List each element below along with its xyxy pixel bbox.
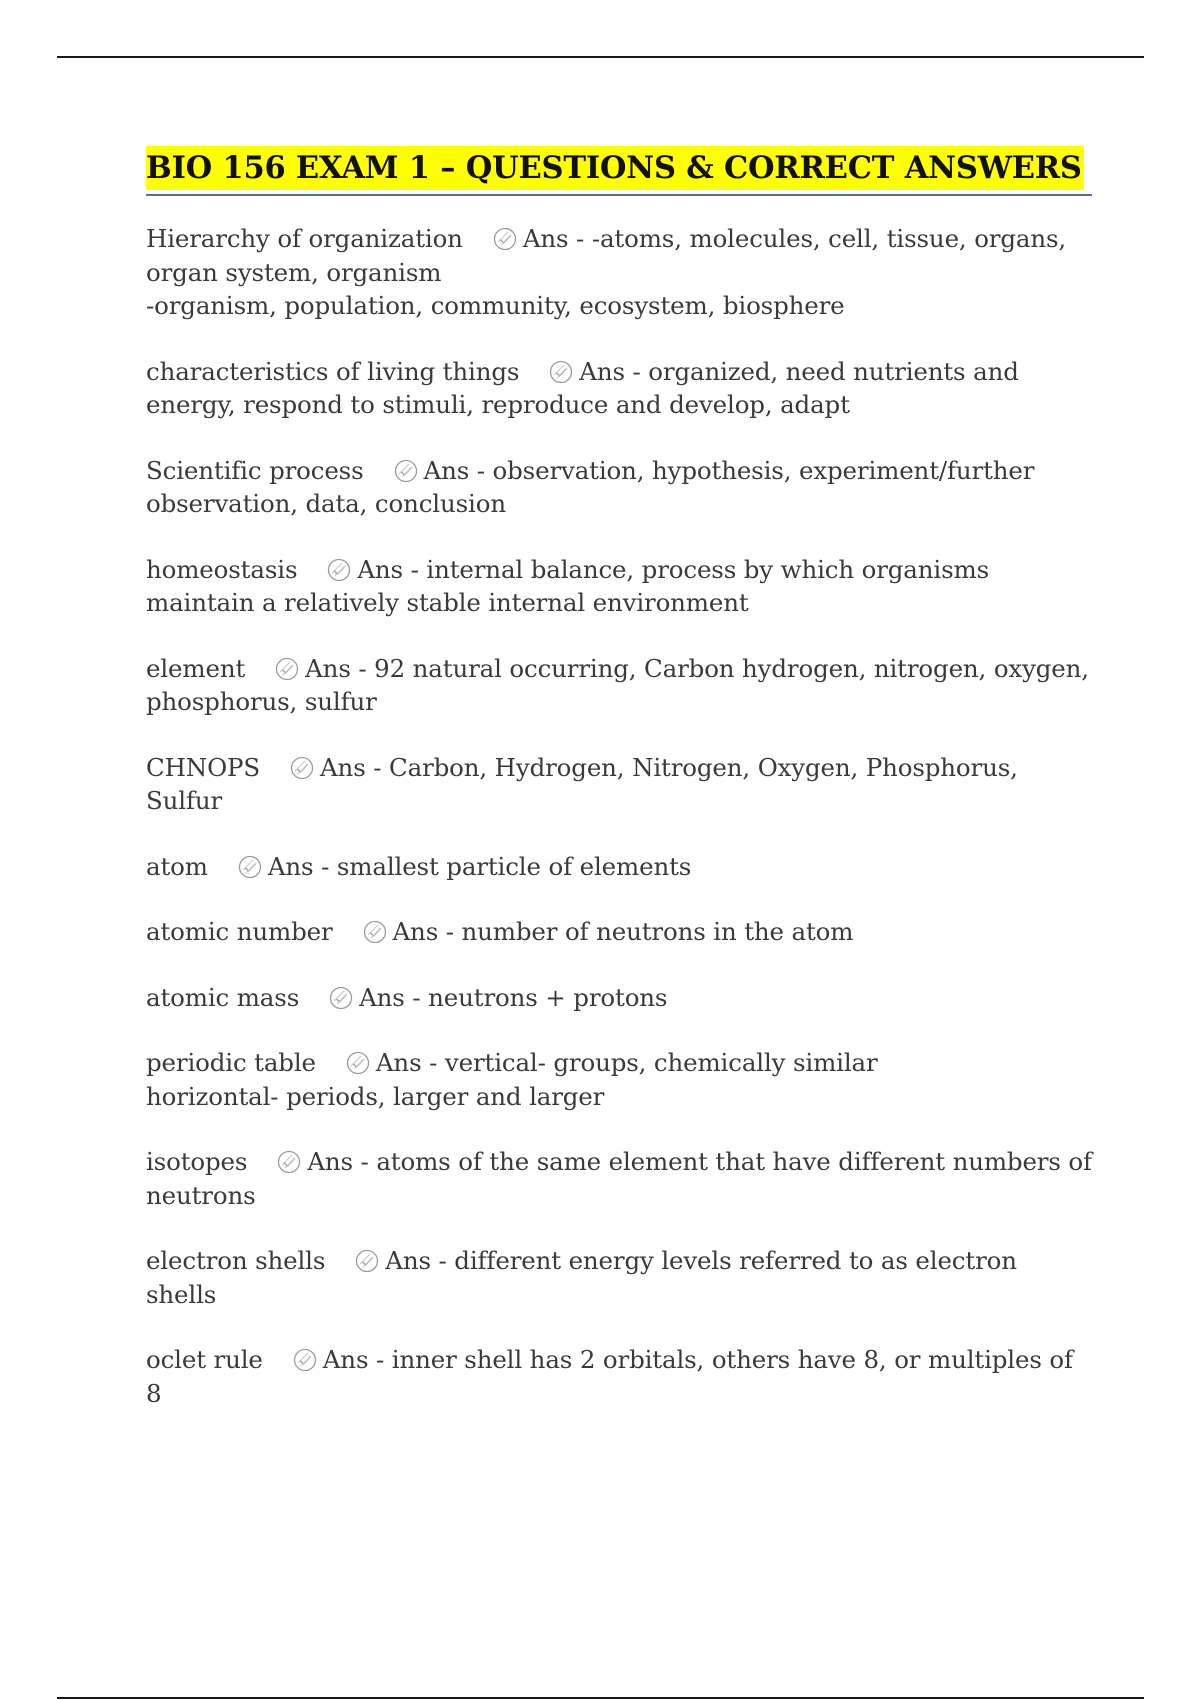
ans-separator: -	[365, 752, 390, 782]
check-circle-icon	[394, 459, 418, 483]
ans-label: Ans	[320, 752, 366, 782]
qa-term: oclet rule	[146, 1345, 263, 1374]
qa-answer-line: number of neutrons in the atom	[461, 917, 854, 946]
qa-answer-line: horizontal- periods, larger and larger	[146, 1081, 605, 1111]
qa-item	[146, 850, 1092, 884]
ans-label: Ans	[307, 1147, 353, 1176]
ans-separator: -	[568, 224, 592, 253]
qa-item	[146, 553, 1092, 620]
ans-label: Ans	[322, 1345, 369, 1374]
qa-term: atomic number	[146, 917, 333, 946]
check-circle-icon	[277, 1150, 301, 1174]
qa-term: homeostasis	[146, 554, 298, 584]
qa-item	[146, 751, 1092, 818]
qa-term: electron shells	[146, 1246, 326, 1275]
qa-item	[146, 1343, 1092, 1410]
check-circle-icon	[293, 1348, 317, 1372]
ans-separator: -	[402, 554, 427, 584]
qa-answer-line: vertical- groups, chemically similar	[444, 1048, 878, 1077]
ans-separator: -	[350, 653, 375, 683]
qa-answer-line: smallest particle of elements	[336, 851, 692, 881]
qa-item	[146, 652, 1092, 719]
qa-answer-line: Carbon, Hydrogen, Nitrogen, Oxygen, Phosphorus, Sulfur	[146, 752, 1018, 815]
ans-label: Ans	[522, 224, 569, 253]
check-circle-icon	[355, 1249, 379, 1273]
ans-separator: -	[313, 851, 337, 881]
title-block	[146, 146, 1092, 196]
ans-separator: -	[624, 356, 649, 386]
qa-answer-line: observation, hypothesis, experiment/further observation, data, conclusion	[146, 455, 1035, 518]
qa-term: characteristics of living things	[146, 356, 520, 386]
check-circle-icon	[363, 920, 387, 944]
qa-item	[146, 454, 1092, 521]
qa-answer-line: internal balance, process by which organisms maintain a relatively stable internal environment	[146, 554, 990, 617]
ans-label: Ans	[423, 455, 470, 485]
ans-separator: -	[469, 455, 493, 485]
page-title: BIO 156 EXAM 1 – QUESTIONS & CORRECT ANSWERS	[146, 146, 1084, 190]
document-body	[146, 146, 1092, 1442]
qa-answer-line: 92 natural occurring, Carbon hydrogen, nitrogen, oxygen, phosphorus, sulfur	[146, 653, 1089, 716]
ans-label: Ans	[579, 356, 625, 386]
ans-label: Ans	[267, 851, 314, 881]
qa-term: periodic table	[146, 1048, 316, 1077]
ans-separator: -	[404, 982, 429, 1012]
qa-term: atom	[146, 851, 208, 881]
qa-term: atomic mass	[146, 982, 300, 1012]
ans-label: Ans	[357, 554, 403, 584]
ans-separator: -	[438, 917, 462, 946]
ans-separator: -	[352, 1147, 377, 1176]
ans-label: Ans	[385, 1246, 431, 1275]
qa-term: isotopes	[146, 1147, 248, 1176]
qa-item	[146, 1244, 1092, 1311]
qa-term: element	[146, 653, 246, 683]
ans-label: Ans	[359, 982, 405, 1012]
qa-answer-line: organized, need nutrients and energy, respond to stimuli, reproduce and develop, adapt	[146, 356, 1019, 419]
qa-term: Hierarchy of organization	[146, 224, 463, 253]
check-circle-icon	[493, 227, 517, 251]
qa-term: Scientific process	[146, 455, 364, 485]
qa-term: CHNOPS	[146, 752, 261, 782]
qa-answer-line: inner shell has 2 orbitals, others have 8, or multiples of 8	[146, 1345, 1073, 1408]
qa-item	[146, 1046, 1092, 1113]
qa-answer-line: neutrons + protons	[428, 982, 668, 1012]
qa-item	[146, 915, 1092, 949]
ans-label: Ans	[305, 653, 351, 683]
check-circle-icon	[238, 855, 262, 879]
qa-item	[146, 355, 1092, 422]
check-circle-icon	[329, 986, 353, 1010]
ans-separator: -	[430, 1246, 455, 1275]
ans-label: Ans	[375, 1048, 422, 1077]
qa-list	[146, 222, 1092, 1410]
check-circle-icon	[275, 657, 299, 681]
top-rule	[57, 56, 1144, 58]
check-circle-icon	[290, 756, 314, 780]
ans-separator: -	[421, 1048, 445, 1077]
check-circle-icon	[346, 1051, 370, 1075]
qa-item	[146, 222, 1092, 323]
check-circle-icon	[549, 360, 573, 384]
ans-label: Ans	[392, 917, 439, 946]
qa-answer-line: different energy levels referred to as electron shells	[146, 1246, 1017, 1309]
qa-answer-line: atoms of the same element that have different numbers of neutrons	[146, 1147, 1092, 1210]
qa-answer-line: -organism, population, community, ecosystem, biosphere	[146, 291, 845, 320]
bottom-rule	[57, 1697, 1144, 1699]
qa-answer-line: -atoms, molecules, cell, tissue, organs, organ system, organism	[146, 224, 1067, 287]
ans-separator: -	[368, 1345, 392, 1374]
check-circle-icon	[327, 558, 351, 582]
qa-item	[146, 981, 1092, 1015]
qa-item	[146, 1145, 1092, 1212]
